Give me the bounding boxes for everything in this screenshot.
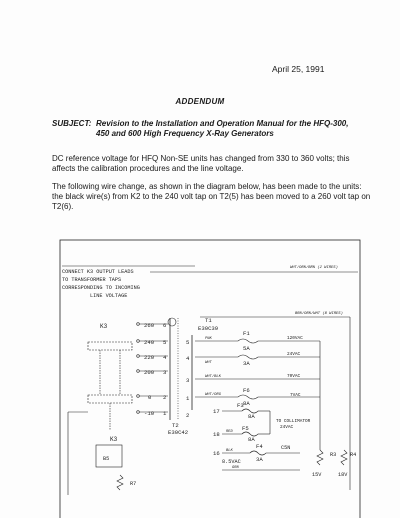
resistor-r4 bbox=[341, 450, 347, 465]
r3-label: R3 bbox=[330, 452, 337, 458]
note-line-1: CONNECT K3 OUTPUT LEADS bbox=[62, 269, 134, 275]
fuse-f2-rating: 3A bbox=[243, 360, 250, 367]
fuse-f3-rating: 8A bbox=[248, 413, 255, 420]
fuse-pin-1: 1 bbox=[186, 395, 190, 402]
wire-red: RED bbox=[226, 430, 233, 434]
fuse-f1 bbox=[238, 339, 258, 343]
note-line-4: LINE VOLTAGE bbox=[90, 293, 128, 299]
tap-0-pin: 2 bbox=[163, 394, 167, 401]
wire-wht-blk: WHT/BLK bbox=[205, 375, 221, 379]
t2-label: T2 bbox=[172, 422, 179, 429]
tap-240-label: 240 bbox=[144, 339, 155, 346]
fuse-pin-5: 5 bbox=[186, 339, 190, 346]
k3-label: K3 bbox=[100, 323, 108, 330]
tap-0-label: 0 bbox=[148, 394, 152, 401]
pin-17: 17 bbox=[213, 408, 220, 415]
k3-relay-top bbox=[88, 342, 132, 350]
k3-lower-label: K3 bbox=[110, 436, 118, 443]
subject-line-2: 450 and 600 High Frequency X-Ray Generators bbox=[96, 129, 274, 138]
vac-85-label: 8.5VAC bbox=[222, 459, 241, 465]
tap-200-label: 200 bbox=[144, 369, 155, 376]
fuse-f6-name: F6 bbox=[243, 387, 250, 394]
resistor-r3 bbox=[317, 450, 323, 465]
document-heading: ADDENDUM bbox=[175, 97, 225, 106]
out1-label: 120VAC bbox=[287, 336, 303, 341]
out2-label: 24VAC bbox=[287, 352, 301, 357]
t1-part: E30C39 bbox=[198, 325, 219, 332]
subject-label: SUBJECT: bbox=[52, 119, 92, 128]
fuse-f5-name: F5 bbox=[242, 425, 249, 432]
t1-label: T1 bbox=[205, 317, 212, 324]
note-line-3: CORRESPONDING TO INCOMING bbox=[62, 285, 140, 291]
tap-200-pin: 3 bbox=[163, 369, 167, 376]
tap-240-pin: 5 bbox=[163, 339, 167, 346]
wire-label-top: WHT/ORN/BRN (2 WIRES) bbox=[290, 266, 338, 270]
v15-label: 15V bbox=[312, 472, 322, 478]
tap-neg10-label: -10 bbox=[144, 410, 155, 417]
fuse-f6-rating: 8A bbox=[243, 400, 250, 407]
c5n-label: C5N bbox=[281, 445, 291, 451]
resistor-r7 bbox=[117, 475, 123, 490]
collimator-label: TO COLLIMATOR bbox=[276, 419, 311, 424]
fuse-f4 bbox=[250, 451, 266, 455]
pin-16: 16 bbox=[213, 450, 220, 457]
tap-220-label: 220 bbox=[144, 354, 155, 361]
wire-blk: BLK bbox=[226, 449, 233, 453]
document-date: April 25, 1991 bbox=[272, 64, 325, 74]
fuse-pin-2: 2 bbox=[186, 412, 190, 419]
collimator-voltage: 24VAC bbox=[280, 425, 294, 430]
fuse-f4-name: F4 bbox=[256, 443, 263, 450]
r4-label: R4 bbox=[350, 452, 357, 458]
k3-relay-bottom bbox=[88, 395, 132, 403]
paragraph-dc-reference: DC reference voltage for HFQ Non-SE units has changed from 330 to 360 volts; this affects the calibration procedures and the line voltage. bbox=[52, 154, 350, 173]
fuse-pin-3: 3 bbox=[186, 377, 190, 384]
pin-18: 18 bbox=[213, 431, 220, 438]
out3-label: 70VAC bbox=[287, 374, 301, 379]
fuse-f4-rating: 3A bbox=[256, 456, 263, 463]
wire-label-2: BRN/ORN/WHT (8 WIRES) bbox=[295, 312, 343, 316]
wire-grn: GRN bbox=[232, 466, 239, 470]
wire-wht-org: WHT/ORG bbox=[205, 393, 221, 397]
fuse-pin-4: 4 bbox=[186, 355, 190, 362]
tap-neg10-pin: 1 bbox=[163, 410, 167, 417]
r7-label: R7 bbox=[130, 481, 137, 487]
fuse-f1-rating: 5A bbox=[243, 345, 250, 352]
t1-dot bbox=[168, 318, 176, 326]
note-line-2: TO TRANSFORMER TAPS bbox=[62, 277, 122, 283]
fuse-f2 bbox=[238, 355, 258, 359]
fuse-f3-name: F3 bbox=[237, 402, 244, 409]
paragraph-wire-change: The following wire change, as shown in the diagram below, has been made to the units: the black wire(s) from K2 to the 240 volt tap on T2(5) has been moved to a 260 volt tap on T2(6). bbox=[52, 182, 371, 211]
tap-260-pin: 6 bbox=[163, 322, 167, 329]
wire-wht: WHT bbox=[205, 361, 212, 365]
subject-line-1: Revision to the Installation and Operation Manual for the HFQ-300, bbox=[96, 119, 349, 128]
out4-label: 7VAC bbox=[290, 393, 301, 398]
tap-220-pin: 4 bbox=[163, 354, 167, 361]
fuse-f5-rating: 8A bbox=[248, 436, 255, 443]
v18-label: 18V bbox=[338, 472, 348, 478]
wire-pnk: PNK bbox=[205, 337, 212, 341]
fuse-f6 bbox=[238, 395, 258, 399]
fuse-f1-name: F1 bbox=[243, 330, 250, 337]
tap-260-label: 260 bbox=[144, 322, 155, 329]
b5-label: B5 bbox=[103, 456, 110, 462]
t2-part: E30C42 bbox=[168, 429, 189, 436]
